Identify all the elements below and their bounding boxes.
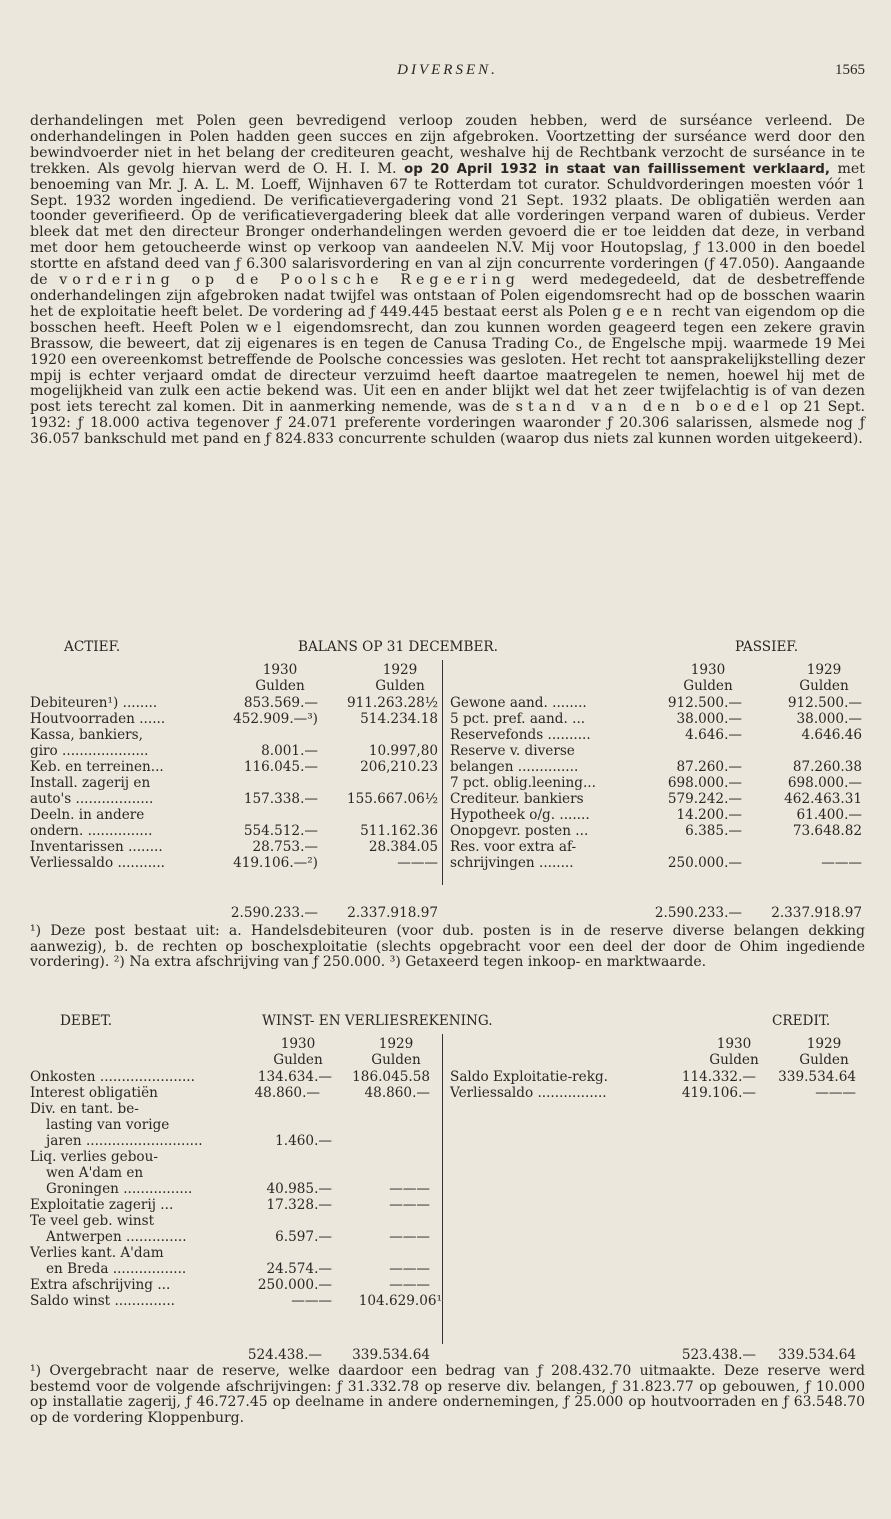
pl-heading-row — [30, 1014, 865, 1030]
row-label: en Breda ................. — [46, 1261, 187, 1277]
row-label: Debiteuren¹) ........ — [30, 695, 158, 711]
intro-spaced-text: stand van den boedel — [515, 399, 774, 416]
pl-footnote — [30, 1364, 865, 1426]
unit-label: Gulden — [273, 1052, 323, 1068]
pl-year-row — [30, 1037, 865, 1053]
row-label: Kassa, bankiers, — [30, 727, 143, 743]
balance-heading-row — [30, 640, 865, 656]
pl-title: WINST- EN VERLIESREKENING. — [262, 1013, 493, 1029]
unit-label: Gulden — [683, 678, 733, 694]
row-label: Install. zagerij en — [30, 775, 151, 791]
row-label: 5 pct. pref. aand. ... — [450, 711, 586, 727]
value-1929: 38.000.— — [796, 711, 862, 727]
year-label: 1930 — [690, 662, 726, 678]
row-label: Exploitatie zagerij ... — [30, 1197, 174, 1213]
intro-text: recht van eigendom op die bosschen heeft. Heeft Polen — [30, 303, 865, 336]
value-1929: 104.629.06¹ — [358, 1293, 442, 1309]
value-1929: ——— — [397, 855, 438, 871]
value-1930: 134.634.— — [257, 1069, 332, 1085]
intro-spaced-text: geen — [612, 303, 668, 320]
intro-text: met benoeming van Mr. J. A. L. M. Loeff, Wijnhaven 67 te Rotterdam tot curator. Schuldvorderingen moesten vóór 1 Sept. 1932 worden ingediend. De verificatievergadering vond 21 Sept. 1932 plaats. De obligatiën werden aan toonder geverifieerd. Op de verificatievergadering bleek dat alle vorderingen verpand waren of dubieus. Verder bleek dat met den directeur Bronger onderhandelingen werden gevoerd die er toe leidden dat deze, in verband met door hem getoucheerde winst op verkoop van aandeelen N.V. Mij voor Houtopslag, ƒ 13.000 in den boedel stortte en afstand deed van ƒ 6.300 salarisvordering en van al zijn concurrente vorderingen (ƒ 47.050). Aangaande de — [30, 160, 865, 289]
unit-label: Gulden — [799, 678, 849, 694]
value-1929: 511.162.36 — [360, 823, 438, 839]
value-1929: ——— — [389, 1181, 430, 1197]
balance-year-row — [30, 663, 865, 679]
row-label: Verliessaldo ................ — [450, 1085, 607, 1101]
value-1930: 554.512.— — [243, 823, 318, 839]
footnote-text: ¹) Overgebracht naar de reserve, welke daardoor een bedrag van ƒ 208.432.70 uitmaakte. Deze reserve werd bestemd voor de volgende afschrijvingen: ƒ 31.332.78 op reserve div. belangen, ƒ 31.823.77 op gebouwen, ƒ 10.000 op installatie zagerij, ƒ 46.727.45 op deelname in andere ondernemingen, ƒ 25.000 op houtvoorraden en ƒ 63.548.70 op de vordering Kloppenburg. — [30, 1363, 865, 1426]
value-1929: ——— — [389, 1229, 430, 1245]
row-label: Groningen ................ — [46, 1181, 193, 1197]
total-1929: 339.534.64 — [352, 1347, 430, 1363]
value-1930: 8.001.— — [261, 743, 318, 759]
row-label: Res. voor extra af- — [450, 839, 577, 855]
row-label: belangen .............. — [450, 759, 579, 775]
unit-label: Gulden — [255, 678, 305, 694]
row-label: giro .................... — [30, 743, 149, 759]
balance-sheet — [30, 640, 865, 925]
row-label: Div. en tant. be- — [30, 1101, 139, 1117]
total-1930: 2.590.233.— — [230, 905, 318, 921]
row-label: Te veel geb. winst — [30, 1213, 155, 1229]
value-1930: ——— — [291, 1293, 332, 1309]
value-1929: 462.463.31 — [784, 791, 862, 807]
intro-text: werd medegedeeld, dat de desbetreffende onderhandelingen zijn afgebroken nadat twijfel was ontstaan of Polen eigendomsrecht had op de bosschen waarin het de exploitatie heeft belet. De vordering ad ƒ 449.445 bestaat eerst als Polen — [30, 272, 866, 320]
running-title: DIVERSEN. — [397, 62, 498, 78]
unit-label: Gulden — [371, 1052, 421, 1068]
value-1930: 40.985.— — [266, 1181, 332, 1197]
total-1930: 2.590.233.— — [654, 905, 742, 921]
value-1930: 48.860.— — [254, 1085, 320, 1101]
value-1929: 48.860.— — [364, 1085, 430, 1101]
row-label: Saldo Exploitatie-rekg. — [450, 1069, 608, 1085]
balance-footnote — [30, 924, 865, 971]
value-1930: 17.328.— — [266, 1197, 332, 1213]
year-label: 1929 — [382, 662, 418, 678]
value-1929: 10.997,80 — [368, 743, 438, 759]
row-label: Saldo winst .............. — [30, 1293, 175, 1309]
intro-spaced-text: vordering op de Poolsche Regeering — [59, 272, 520, 289]
balance-right-heading: PASSIEF. — [735, 639, 799, 655]
row-label: Hypotheek o/g. ....... — [450, 807, 590, 823]
value-1930: 6.597.— — [275, 1229, 332, 1245]
balance-title: BALANS OP 31 DECEMBER. — [298, 639, 498, 655]
value-1929: 911.263.28½ — [346, 695, 438, 711]
balance-left-heading: ACTIEF. — [64, 639, 121, 655]
row-label: schrijvingen ........ — [450, 855, 574, 871]
value-1929: 514.234.18 — [360, 711, 438, 727]
value-1929: 73.648.82 — [792, 823, 862, 839]
value-1930: 38.000.— — [676, 711, 742, 727]
profit-loss-statement — [30, 1014, 865, 1374]
unit-label: Gulden — [709, 1052, 759, 1068]
row-label: Keb. en terreinen... — [30, 759, 164, 775]
value-1929: ——— — [821, 855, 862, 871]
year-label: 1930 — [716, 1036, 752, 1052]
row-label: Reservefonds .......... — [450, 727, 591, 743]
total-1930: 524.438.— — [247, 1347, 322, 1363]
value-1929: 28.384.05 — [368, 839, 438, 855]
value-1930: 24.574.— — [266, 1261, 332, 1277]
balance-unit-row — [30, 679, 865, 695]
page-header — [30, 62, 865, 84]
value-1929: 912.500.— — [787, 695, 862, 711]
footnote-text: ¹) Deze post bestaat uit: a. Handelsdebiteuren (voor dub. posten is in de reserve diverse belangen dekking aanwezig), b. de rechten op boschexploitatie (slechts opgebracht voor een deel der door de Ohim ingediende vordering). ²) Na extra afschrijving van ƒ 250.000. ³) Getaxeerd tegen inkoop- en marktwaarde. — [30, 923, 865, 971]
value-1930: 579.242.— — [667, 791, 742, 807]
page-number: 1565 — [835, 62, 865, 78]
value-1930: 698.000.— — [667, 775, 742, 791]
intro-spaced-text: wel — [246, 319, 287, 336]
row-label: Gewone aand. ........ — [450, 695, 587, 711]
row-label: Liq. verlies gebou- — [30, 1149, 158, 1165]
unit-label: Gulden — [799, 1052, 849, 1068]
row-label: Antwerpen .............. — [46, 1229, 187, 1245]
value-1929: 339.534.64 — [778, 1069, 856, 1085]
row-label: Deeln. in andere — [30, 807, 145, 823]
unit-label: Gulden — [375, 678, 425, 694]
intro-text: derhandelingen met Polen geen bevredigend verloop zouden hebben, werd de surséance verleend. De onderhandelingen in Polen hadden geen succes en zijn afgebroken. Voortzetting der surséance werd door den bewindvoerder niet in het belang der crediteuren geacht, weshalve hij de Rechtbank verzocht de surséance in te trekken. Als gevolg hiervan werd de O. H. I. M. — [30, 113, 865, 177]
value-1930: 114.332.— — [681, 1069, 756, 1085]
row-label: Extra afschrijving ... — [30, 1277, 171, 1293]
year-label: 1930 — [262, 662, 298, 678]
value-1930: 6.385.— — [685, 823, 742, 839]
value-1930: 912.500.— — [667, 695, 742, 711]
row-label: Onkosten ...................... — [30, 1069, 195, 1085]
total-1929: 2.337.918.97 — [771, 905, 862, 921]
total-1929: 2.337.918.97 — [347, 905, 438, 921]
value-1930: 87.260.— — [676, 759, 742, 775]
value-1929: ——— — [389, 1261, 430, 1277]
year-label: 1930 — [280, 1036, 316, 1052]
row-label: Inventarissen ........ — [30, 839, 163, 855]
value-1930: 250.000.— — [257, 1277, 332, 1293]
value-1930: 853.569.— — [243, 695, 318, 711]
pl-right-heading: CREDIT. — [772, 1013, 831, 1029]
row-label: ondern. ............... — [30, 823, 153, 839]
row-label: wen A'dam en — [46, 1165, 144, 1181]
intro-paragraph — [30, 114, 865, 448]
year-label: 1929 — [378, 1036, 414, 1052]
year-label: 1929 — [806, 1036, 842, 1052]
value-1930: 157.338.— — [243, 791, 318, 807]
row-label: jaren ........................... — [46, 1133, 203, 1149]
value-1929: ——— — [389, 1277, 430, 1293]
value-1929: 61.400.— — [796, 807, 862, 823]
row-label: Houtvoorraden ...... — [30, 711, 166, 727]
value-1930: 250.000.— — [667, 855, 742, 871]
value-1930: 4.646.— — [685, 727, 742, 743]
row-label: Onopgevr. posten ... — [450, 823, 589, 839]
value-1930: 419.106.—²) — [233, 855, 318, 871]
value-1929: 4.646.46 — [801, 727, 862, 743]
row-label: lasting van vorige — [46, 1117, 170, 1133]
column-divider — [442, 1034, 443, 1344]
value-1929: 206,210.23 — [360, 759, 438, 775]
intro-text: op 21 Sept. 1932: ƒ 18.000 activa tegenover ƒ 24.071 preferente vorderingen waaronder ƒ 20.306 salarissen, alsmede nog ƒ 36.057 bankschuld met pand en ƒ 824.833 concurrente schulden (waarop dus niets zal kunnen worden uitgekeerd). — [30, 399, 866, 448]
row-label: 7 pct. oblig.leening... — [450, 775, 596, 791]
row-label: Interest obligatiën — [30, 1085, 158, 1101]
value-1930: 28.753.— — [252, 839, 318, 855]
value-1930: 419.106.— — [681, 1085, 756, 1101]
value-1929: 87.260.38 — [792, 759, 862, 775]
total-1929: 339.534.64 — [778, 1347, 856, 1363]
intro-text: eigendomsrecht, dan zou kunnen worden geageerd tegen een zekere gravin Brassow, die beweert, dat zij eigenares is en tegen de Canusa Trading Co., de Engelsche mpij. waarmede 19 Mei 1920 een overeenkomst betreffende de Poolsche concessies was gesloten. Het recht tot aansprakelijkstelling dezer mpij is echter verjaard omdat de directeur verzuimd heeft daartoe maatregelen te nemen, hoewel hij met de mogelijkheid van zulk een actie bekend was. Uit een en ander blijkt wel dat het zeer twijfelachtig is of van dezen post iets terecht zal komen. Dit in aanmerking nemende, was de — [30, 319, 865, 416]
pl-unit-row — [30, 1053, 865, 1069]
value-1929: 155.667.06½ — [346, 791, 438, 807]
value-1929: 186.045.58 — [352, 1069, 430, 1085]
value-1929: ——— — [389, 1197, 430, 1213]
row-label: auto's .................. — [30, 791, 154, 807]
row-label: Verliessaldo ........... — [30, 855, 165, 871]
intro-bold-text: op 20 April 1932 in staat van faillissement verklaard, — [404, 161, 830, 177]
row-label: Verlies kant. A'dam — [30, 1245, 164, 1261]
value-1930: 116.045.— — [243, 759, 318, 775]
value-1929: ——— — [815, 1085, 856, 1101]
year-label: 1929 — [806, 662, 842, 678]
row-label: Crediteur. bankiers — [450, 791, 584, 807]
value-1930: 452.909.—³) — [233, 711, 318, 727]
value-1929: 698.000.— — [787, 775, 862, 791]
pl-left-heading: DEBET. — [60, 1013, 113, 1029]
column-divider — [442, 660, 443, 885]
value-1930: 14.200.— — [676, 807, 742, 823]
value-1930: 1.460.— — [275, 1133, 332, 1149]
row-label: Reserve v. diverse — [450, 743, 575, 759]
total-1930: 523.438.— — [681, 1347, 756, 1363]
